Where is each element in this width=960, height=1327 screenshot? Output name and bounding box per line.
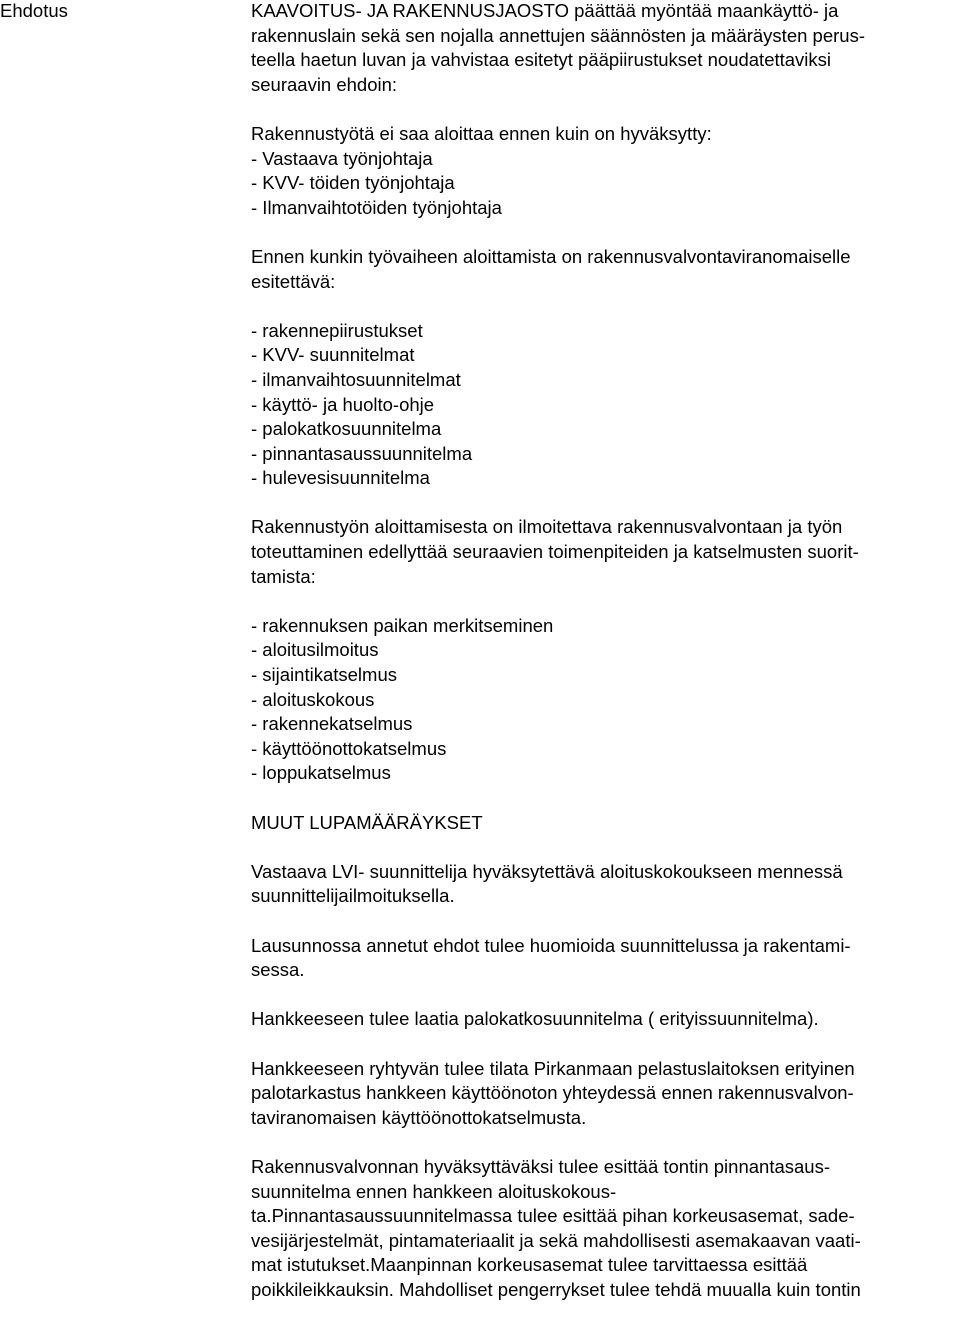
text-line: palotarkastus hankkeen käyttöönoton yhteydessä ennen rakennusvalvon- — [251, 1082, 854, 1104]
text-line: Hankkeeseen tulee laatia palokatkosuunnitelma ( erityissuunnitelma). — [251, 1008, 819, 1030]
section-label: Ehdotus — [0, 0, 68, 21]
text-line: - käyttö- ja huolto-ohje — [251, 393, 435, 415]
text-line: - rakennekatselmus — [251, 713, 413, 735]
text-line: - palokatkosuunnitelma — [251, 418, 442, 440]
text-line: suunnittelijailmoituksella. — [251, 885, 455, 907]
text-line: suunnitelma ennen hankkeen aloituskokous- — [251, 1180, 617, 1202]
text-line: - aloitusilmoitus — [251, 639, 379, 661]
paragraph — [251, 245, 960, 294]
paragraph — [251, 319, 960, 491]
text-line: ta.Pinnantasaussuunnitelmassa tulee esittää pihan korkeusasemat, sade- — [251, 1205, 855, 1227]
text-line: - aloituskokous — [251, 688, 375, 710]
text-line: MUUT LUPAMÄÄRÄYKSET — [251, 811, 483, 833]
text-line: Rakennusvalvonnan hyväksyttäväksi tulee esittää tontin pinnantasaus- — [251, 1155, 830, 1177]
text-line: taviranomaisen käyttöönottokatselmusta. — [251, 1106, 587, 1128]
text-line: toteuttaminen edellyttää seuraavien toimenpiteiden ja katselmusten suorit- — [251, 541, 859, 563]
text-line: esitettävä: — [251, 270, 336, 292]
text-line: - KVV- töiden työnjohtaja — [251, 172, 455, 194]
paragraph — [251, 122, 960, 220]
text-line: Rakennustyötä ei saa aloittaa ennen kuin on hyväksytty: — [251, 122, 712, 144]
text-line: teella haetun luvan ja vahvistaa esitetyt pääpiirustukset noudatettaviksi — [251, 49, 832, 71]
text-line: Vastaava LVI- suunnittelija hyväksytettävä aloituskokoukseen mennessä — [251, 860, 843, 882]
text-line: - käyttöönottokatselmus — [251, 737, 447, 759]
text-line: sessa. — [251, 959, 305, 981]
paragraph — [251, 515, 960, 589]
text-line: Rakennustyön aloittamisesta on ilmoitettava rakennusvalvontaan ja työn — [251, 516, 843, 538]
text-line: Lausunnossa annetut ehdot tulee huomioida suunnittelussa ja rakentami- — [251, 934, 851, 956]
text-line: tamista: — [251, 565, 316, 587]
text-line: Hankkeeseen ryhtyvän tulee tilata Pirkanmaan pelastuslaitoksen erityinen — [251, 1057, 855, 1079]
text-line: - pinnantasaussuunnitelma — [251, 442, 473, 464]
text-line: - Ilmanvaihtotöiden työnjohtaja — [251, 196, 502, 218]
paragraph — [251, 860, 960, 909]
text-line: - ilmanvaihtosuunnitelmat — [251, 368, 461, 390]
paragraph — [251, 934, 960, 983]
paragraph — [251, 0, 960, 97]
text-line: - Vastaava työnjohtaja — [251, 147, 433, 169]
text-line: seuraavin ehdoin: — [251, 73, 398, 95]
text-line: - loppukatselmus — [251, 762, 391, 784]
text-line: - hulevesisuunnitelma — [251, 467, 430, 489]
text-line: - rakennepiirustukset — [251, 319, 423, 341]
paragraph — [251, 1057, 960, 1131]
text-line: Ennen kunkin työvaiheen aloittamista on rakennusvalvontaviranomaiselle — [251, 245, 851, 267]
paragraph — [251, 614, 960, 786]
text-line: KAAVOITUS- JA RAKENNUSJAOSTO päättää myöntää maankäyttö- ja — [251, 0, 839, 21]
text-line: - KVV- suunnitelmat — [251, 344, 415, 366]
paragraph — [251, 1007, 960, 1032]
text-line: - rakennuksen paikan merkitseminen — [251, 614, 554, 636]
text-line: vesijärjestelmät, pintamateriaalit ja sekä mahdollisesti asemakaavan vaati- — [251, 1229, 861, 1251]
document-body — [251, 0, 960, 1327]
text-line: rakennuslain sekä sen nojalla annettujen säännösten ja määräysten perus- — [251, 24, 865, 46]
paragraph — [251, 811, 960, 836]
text-line: poikkileikkauksin. Mahdolliset pengerrykset tulee tehdä muualla kuin tontin — [251, 1278, 861, 1300]
text-line: - sijaintikatselmus — [251, 664, 397, 686]
text-line: mat istutukset.Maanpinnan korkeusasemat tulee tarvittaessa esittää — [251, 1254, 808, 1276]
paragraph — [251, 1155, 960, 1303]
